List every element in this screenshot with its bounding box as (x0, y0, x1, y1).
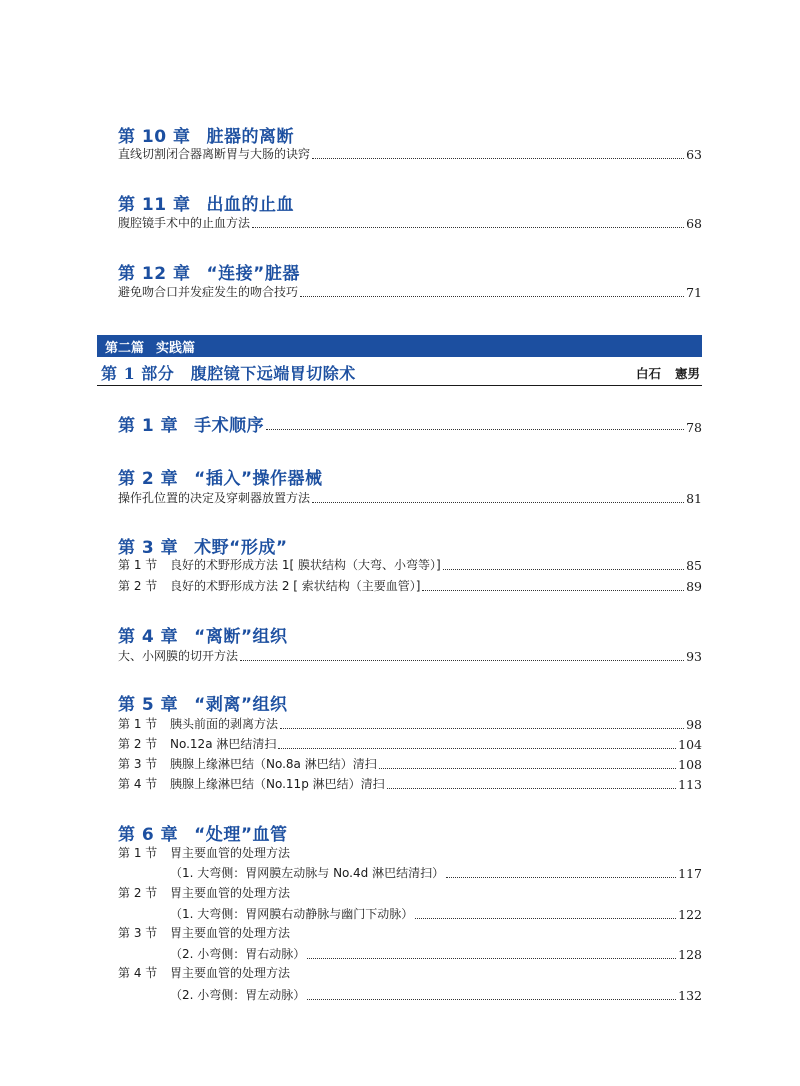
author-given-name: 憲男 (674, 365, 700, 381)
chapter-6-heading (118, 820, 288, 845)
leader-dots (307, 958, 676, 959)
page-number: 128 (678, 947, 702, 962)
entry-text: 操作孔位置的决定及穿刺器放置方法 (118, 491, 311, 505)
page-number: 78 (686, 420, 702, 435)
chapter-number: 第 12 章 (118, 264, 191, 284)
page-number: 81 (686, 491, 702, 506)
toc-entry[interactable] (170, 946, 702, 962)
toc-entry[interactable] (118, 490, 702, 506)
chapter-number: 第 1 章 (118, 416, 179, 436)
part-title: 实践篇 (156, 340, 196, 356)
chapter-number: 第 6 章 (118, 825, 179, 845)
chapter-title: “连接”脏器 (206, 264, 300, 284)
chapter-number: 第 2 章 (118, 469, 179, 489)
page-number: 104 (678, 737, 702, 752)
chapter-title: 出血的止血 (206, 195, 294, 215)
toc-entry[interactable] (118, 578, 702, 594)
leader-dots (379, 768, 676, 769)
chapter-number: 第 10 章 (118, 127, 191, 147)
toc-entry[interactable] (118, 648, 702, 664)
leader-dots (240, 660, 684, 661)
entry-subtext: （1. 大弯侧：胃网膜右动静脉与幽门下动脉） (170, 907, 414, 921)
chapter-title: “离断”组织 (194, 627, 288, 647)
chapter-number: 第 3 章 (118, 538, 179, 558)
section-number: 第 1 节 (118, 846, 158, 860)
leader-dots (252, 227, 684, 228)
section-number: 第 2 节 (118, 737, 158, 751)
entry-text: 胰头前面的剥离方法 (170, 717, 279, 731)
chapter-number: 第 5 章 (118, 695, 179, 715)
leader-dots (278, 748, 676, 749)
toc-entry-head[interactable] (118, 885, 702, 901)
entry-text: 胃主要血管的处理方法 (170, 886, 291, 900)
page-number: 71 (686, 285, 702, 300)
leader-dots (312, 502, 684, 503)
toc-entry-head[interactable] (118, 925, 702, 941)
toc-entry-head[interactable] (118, 965, 702, 981)
toc-entry[interactable] (118, 557, 702, 573)
page-number: 89 (686, 579, 702, 594)
section-number: 第 2 节 (118, 579, 158, 593)
entry-subtext: （2. 小弯侧：胃左动脉） (170, 988, 306, 1002)
leader-dots (443, 569, 684, 570)
section-number: 第 3 节 (118, 757, 158, 771)
leader-dots (422, 590, 684, 591)
toc-entry[interactable] (170, 906, 702, 922)
entry-text: 胃主要血管的处理方法 (170, 966, 291, 980)
toc-entry[interactable] (118, 776, 702, 792)
leader-dots (266, 429, 684, 430)
chapter-2-heading (118, 464, 323, 489)
page-number: 85 (686, 558, 702, 573)
page-number: 113 (678, 777, 702, 792)
leader-dots (307, 999, 676, 1000)
leader-dots (312, 158, 684, 159)
entry-subtext: （2. 小弯侧：胃右动脉） (170, 947, 306, 961)
entry-text: 腹腔镜手术中的止血方法 (118, 216, 251, 230)
part-label: 第二篇 (105, 340, 145, 356)
entry-text: 大、小网膜的切开方法 (118, 649, 239, 663)
chapter-title: 术野“形成” (194, 538, 288, 558)
leader-dots (387, 788, 677, 789)
leader-dots (446, 877, 676, 878)
chapter-11-heading (118, 190, 294, 215)
chapter-3-heading (118, 533, 288, 558)
section-number: 第 4 节 (118, 966, 158, 980)
entry-text: 胃主要血管的处理方法 (170, 926, 291, 940)
part-banner (97, 335, 702, 357)
chapter-heading (118, 411, 264, 436)
entry-text: No.12a 淋巴结清扫 (170, 737, 277, 751)
page-number: 93 (686, 649, 702, 664)
chapter-number: 第 11 章 (118, 195, 191, 215)
entry-text: 胃主要血管的处理方法 (170, 846, 291, 860)
section-author (636, 364, 702, 382)
toc-entry-head[interactable] (118, 845, 702, 861)
leader-dots (300, 296, 684, 297)
author-family-name: 白石 (635, 365, 661, 381)
section-header (97, 360, 702, 386)
section-title: 第 1 部分 腹腔镜下远端胃切除术 (101, 364, 356, 383)
section-number: 第 1 节 (118, 717, 158, 731)
toc-entry[interactable] (118, 146, 702, 162)
entry-text: 胰腺上缘淋巴结（No.11p 淋巴结）清扫 (170, 777, 385, 791)
page-number: 122 (678, 907, 702, 922)
page-number: 63 (686, 147, 702, 162)
chapter-5-heading (118, 690, 288, 715)
chapter-number: 第 4 章 (118, 627, 179, 647)
chapter-10-heading (118, 122, 294, 147)
section-number: 第 4 节 (118, 777, 158, 791)
toc-entry[interactable] (118, 215, 702, 231)
chapter-title: 手术顺序 (194, 416, 265, 436)
section-number: 第 2 节 (118, 886, 158, 900)
page-number: 132 (678, 988, 702, 1003)
chapter-title: 脏器的离断 (206, 127, 294, 147)
toc-entry[interactable] (118, 716, 702, 732)
toc-entry-chapter-1[interactable] (118, 414, 702, 436)
toc-entry[interactable] (118, 736, 702, 752)
leader-dots (280, 728, 684, 729)
chapter-4-heading (118, 622, 288, 647)
leader-dots (415, 918, 676, 919)
chapter-title: “插入”操作器械 (194, 469, 323, 489)
entry-text: 良好的术野形成方法 2 [ 索状结构（主要血管）] (170, 579, 421, 593)
chapter-title: “处理”血管 (194, 825, 288, 845)
toc-entry[interactable] (170, 987, 702, 1003)
entry-text: 直线切割闭合器离断胃与大肠的诀窍 (118, 147, 311, 161)
chapter-12-heading (118, 259, 300, 284)
section-number: 第 1 节 (118, 558, 158, 572)
page-number: 117 (678, 866, 702, 881)
entry-text: 良好的术野形成方法 1[ 膜状结构（大弯、小弯等）] (170, 558, 441, 572)
page-number: 98 (686, 717, 702, 732)
entry-text: 避免吻合口并发症发生的吻合技巧 (118, 285, 299, 299)
toc-entry[interactable] (170, 865, 702, 881)
page-number: 108 (678, 757, 702, 772)
toc-entry[interactable] (118, 284, 702, 300)
entry-text: 胰腺上缘淋巴结（No.8a 淋巴结）清扫 (170, 757, 377, 771)
chapter-title: “剥离”组织 (194, 695, 288, 715)
page-number: 68 (686, 216, 702, 231)
section-number: 第 3 节 (118, 926, 158, 940)
toc-entry[interactable] (118, 756, 702, 772)
entry-subtext: （1. 大弯侧：胃网膜左动脉与 No.4d 淋巴结清扫） (170, 866, 445, 880)
